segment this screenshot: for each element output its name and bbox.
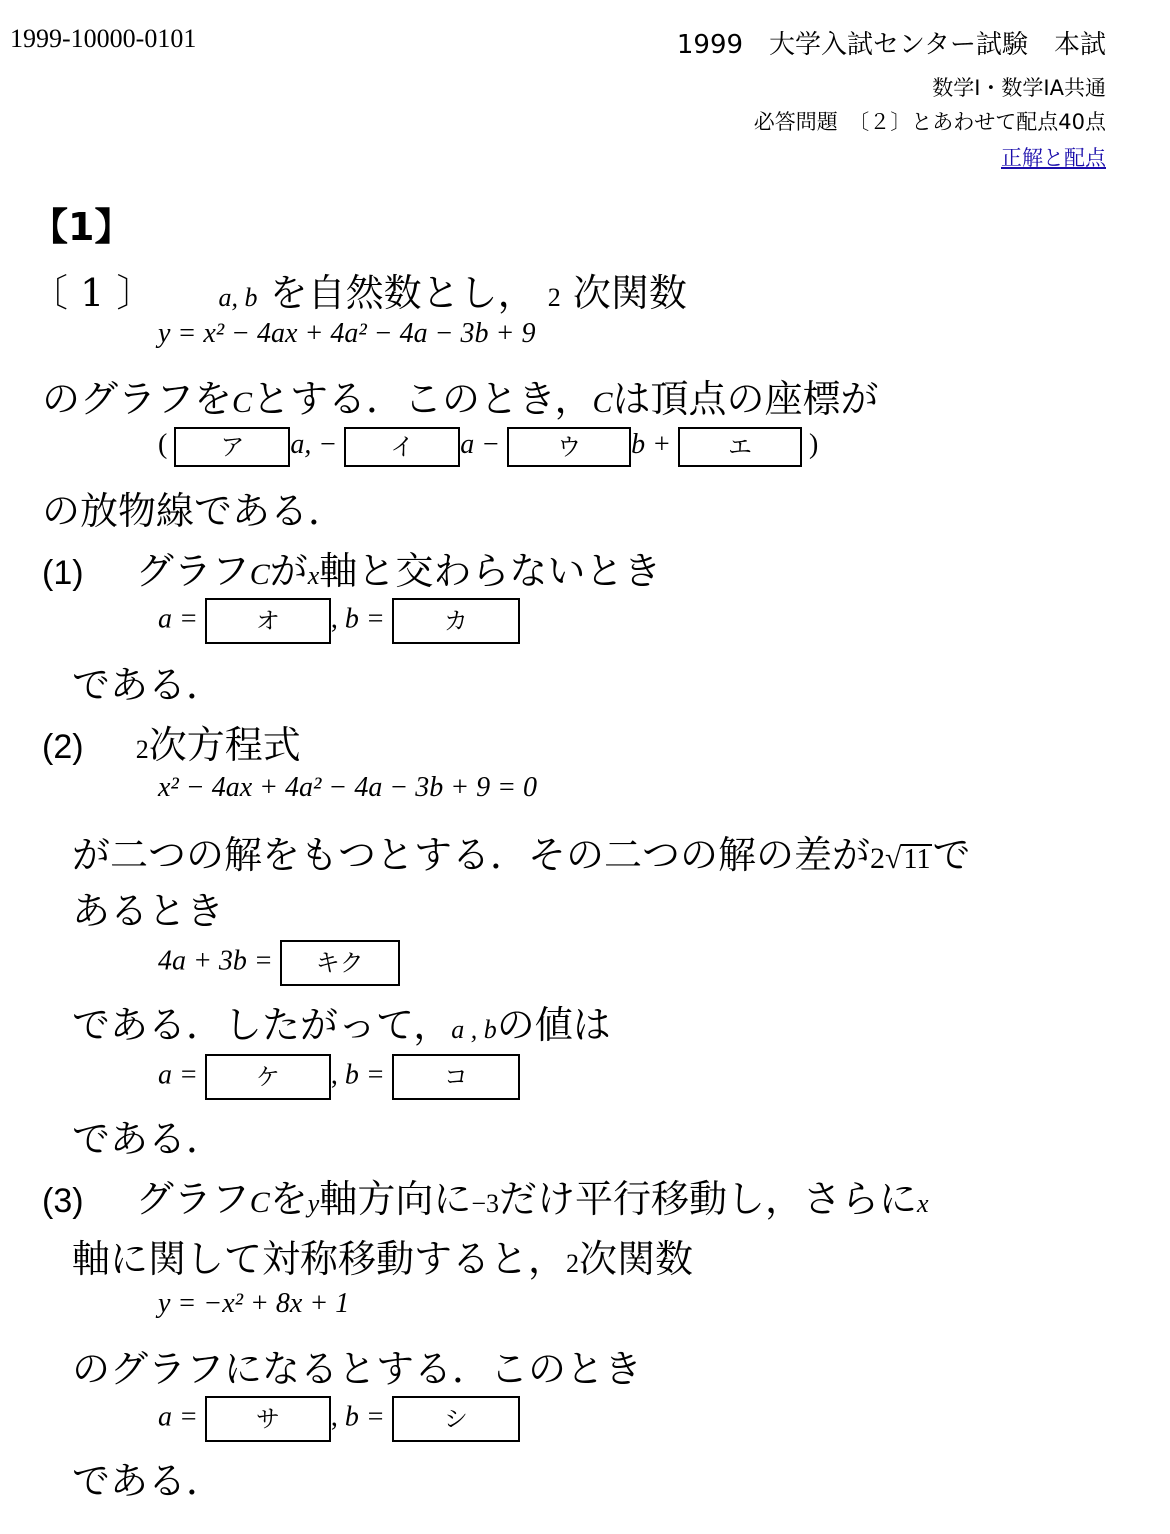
intro-text-2: 次関数 [572,271,687,315]
q3-shift: −3 [471,1189,500,1218]
answer-box-sa[interactable]: サ [205,1396,331,1442]
q2-text-5: である．したがって， [72,1003,452,1047]
graph-text-3: は頂点の座標が [612,377,879,421]
q3-sep: , [330,1401,338,1433]
q1-line [42,540,661,595]
document-id: 1999-10000-0101 [10,24,197,53]
vertex-open: ( [158,429,168,460]
question-header: 【1】 [30,205,133,249]
answer-box-shi[interactable]: シ [392,1396,520,1442]
answer-box-a[interactable]: ア [174,427,290,467]
answer-box-e[interactable]: エ [678,427,802,467]
q1-answer-line [158,598,520,644]
equation-main: y = x² − 4ax + 4a² − 4a − 3b + 9 [158,318,536,349]
answer-box-kiku[interactable]: キク [280,940,400,986]
q1-text-1: グラフ [135,549,250,593]
q2-b-eq: b = [344,1059,385,1091]
q2-a-eq: a = [158,1059,198,1091]
q3-text-5: 軸に関して対称移動すると， [72,1237,567,1281]
intro-text-1: を自然数とし， [269,271,536,315]
vertex-a2: a − [460,429,501,460]
graph-C: C [232,386,253,419]
q2-vars: a , b [451,1015,497,1044]
intro-two: 2 [547,283,561,312]
q3-x: x [917,1189,929,1218]
q1-sep: , [330,603,338,635]
q3-text-6: 次関数 [579,1237,694,1281]
intro-line [30,262,687,317]
q2-two: 2 [135,735,149,764]
q2-sum-line [158,940,400,986]
answer-box-ko[interactable]: コ [392,1054,520,1100]
answer-box-i[interactable]: イ [344,427,460,467]
q3-text-4: だけ平行移動し，さらに [499,1177,918,1221]
q3-text-3: 軸方向に [319,1177,472,1221]
vertex-close: ) [809,429,819,460]
q2-line-5 [72,994,611,1049]
q3-b-eq: b = [344,1401,385,1433]
q3-end: である． [72,1459,225,1503]
q3-line-2 [72,1228,693,1283]
q2-text-6: の値は [496,1003,611,1047]
q2-line [42,714,301,769]
answer-box-o[interactable]: オ [205,598,331,644]
answer-box-ke[interactable]: ケ [205,1054,331,1100]
q1-C: C [249,558,270,591]
q1-num: (1) [42,554,84,592]
q2-sum-eq: 4a + 3b = [158,945,273,977]
q2-sqrt-sign: √ [885,842,902,875]
q3-two: 2 [566,1249,580,1278]
answer-box-ka[interactable]: カ [392,598,520,644]
graph-text-1: のグラフを [42,377,233,421]
q1-x: x [307,561,320,590]
q1-a-eq: a = [158,603,198,635]
q2-end: である． [72,1117,225,1161]
q2-num: (2) [42,728,84,766]
answer-box-u[interactable]: ウ [507,427,631,467]
q3-num: (3) [42,1182,84,1220]
q1-b-eq: b = [344,603,385,635]
graph-text-2: とする．このとき， [252,377,593,421]
q2-text-4: あるとき [72,889,225,933]
q2-text-3: で [932,833,971,877]
q2-sqrt-val: 11 [903,844,931,875]
q3-y: y [307,1189,320,1218]
q2-line-2 [72,824,970,879]
parabola-text: の放物線である． [42,489,347,533]
q3-a-eq: a = [158,1401,198,1433]
q2-sqrt-coef: 2 [870,842,886,875]
vertex-a1: a, − [290,429,338,460]
vertex-line [158,424,818,467]
q3-line [42,1168,929,1223]
graph-C2: C [592,386,613,419]
q2-sep: , [330,1059,338,1091]
q3-text-2: を [269,1177,308,1221]
part-label: 〔 1 〕 [30,271,155,315]
points-label: 必答問題 〔２〕とあわせて配点40点 [753,110,1106,134]
subject-label: 数学I・数学IA共通 [932,76,1106,100]
q1-text-3: 軸と交わらないとき [319,549,662,593]
q3-text-1: グラフ [135,1177,250,1221]
answer-link[interactable]: 正解と配点 [1001,146,1106,170]
q3-answer-line [158,1396,520,1442]
q2-answer-line [158,1054,520,1100]
q2-equation: x² − 4ax + 4a² − 4a − 3b + 9 = 0 [158,772,538,803]
exam-title: 1999 大学入試センター試験 本試 [676,30,1106,60]
intro-vars: a, b [218,283,258,312]
q2-text-1: 次方程式 [148,723,301,767]
q3-C: C [249,1186,270,1219]
q1-end: である． [72,663,225,707]
graph-line [42,368,879,423]
vertex-b-plus: b + [631,429,672,460]
q2-text-2: が二つの解をもつとする．その二つの解の差が [72,833,871,877]
q1-text-2: が [269,549,308,593]
q3-equation: y = −x² + 8x + 1 [158,1288,350,1319]
q3-text-7: のグラフになるとする．このとき [72,1347,643,1391]
